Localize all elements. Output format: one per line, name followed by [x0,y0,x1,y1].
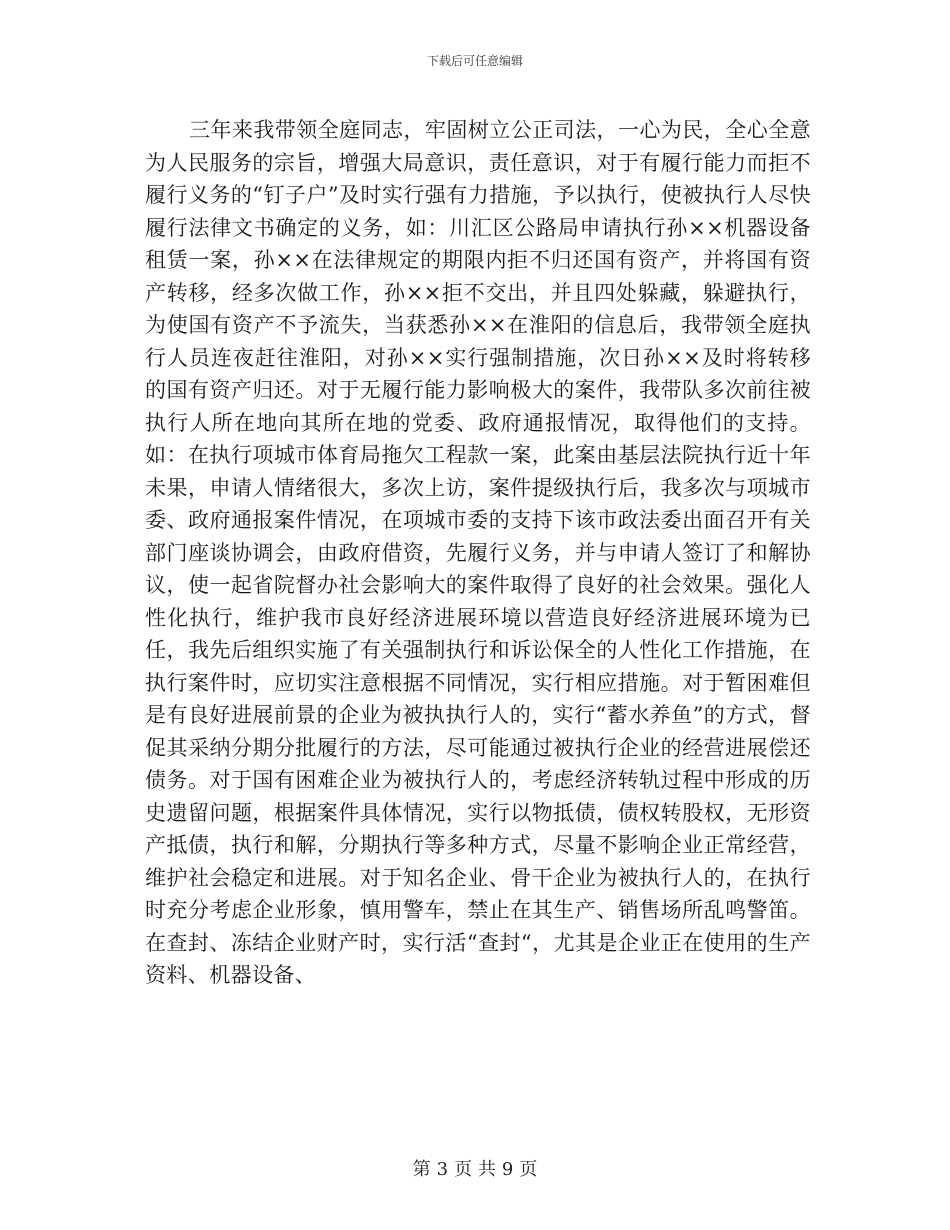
footer-prefix: 第 [412,1159,431,1180]
footer-middle: 页 共 [454,1159,496,1180]
footer-page-number: 3 [436,1159,449,1180]
footer-suffix: 页 [519,1159,538,1180]
body-paragraph: 三年来我带领全庭同志，牢固树立公正司法，一心为民，全心全意为人民服务的宗旨，增强大局意识，责任意识，对于有履行能力而拒不履行义务的“钉子户”及时实行强有力措施，予以执行，使被执行人尽快履行法律文书确定的义务，如：川汇区公路局申请执行孙××机器设备租赁一案，孙××在法律规定的期限内拒不归还国有资产，并将国有资产转移，经多次做工作，孙××拒不交出，并且四处躲藏，躲避执行，为使国有资产不予流失，当获悉孙××在淮阳的信息后，我带领全庭执行人员连夜赶往淮阳，对孙××实行强制措施，次日孙××及时将转移的国有资产归还。对于无履行能力影响极大的案件，我带队多次前往被执行人所在地向其所在地的党委、政府通报情况，取得他们的支持。如：在执行项城市体育局拖欠工程款一案，此案由基层法院执行近十年未果，申请人情绪很大，多次上访，案件提级执行后，我多次与项城市委、政府通报案件情况，在项城市委的支持下该市政法委出面召开有关部门座谈协调会，由政府借资，先履行义务，并与申请人签订了和解协议，使一起省院督办社会影响大的案件取得了良好的社会效果。强化人性化执行，维护我市良好经济进展环境以营造良好经济进展环境为已任，我先后组织实施了有关强制执行和诉讼保全的人性化工作措施，在执行案件时，应切实注意根据不同情况，实行相应措施。对于暂困难但是有良好进展前景的企业为被执执行人的，实行“蓄水养鱼”的方式，督促其采纳分期分批履行的方法，尽可能通过被执行企业的经营进展偿还债务。对于国有困难企业为被执行人的，考虑经济转轨过程中形成的历史遗留问题，根据案件具体情况，实行以物抵债，债权转股权，无形资产抵债，执行和解，分期执行等多种方式，尽量不影响企业正常经营，维护社会稳定和进展。对于知名企业、骨干企业为被执行人的，在执行时充分考虑企业形象，慎用警车，禁止在其生产、销售场所乱鸣警笛。在查封、冻结企业财产时，实行活“查封“，尤其是企业正在使用的生产资料、机器设备、 [145,118,811,987]
page-header-note: 下载后可任意编辑 [426,54,523,68]
page-footer [0,1155,950,1181]
footer-total-pages: 9 [501,1159,514,1180]
